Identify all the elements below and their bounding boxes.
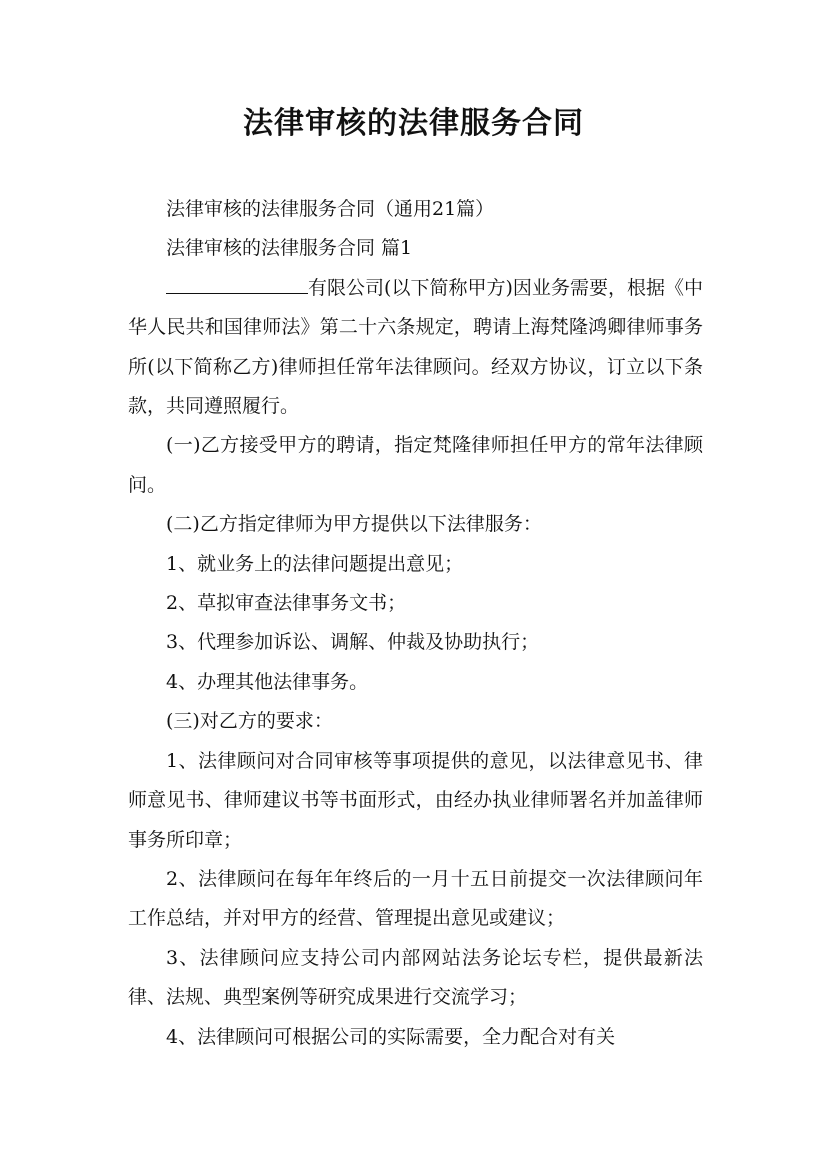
list-item: 1、法律顾问对合同审核等事项提供的意见，以法律意见书、律师意见书、律师建议书等书面形式，由经办执业律师署名并加盖律师事务所印章；	[128, 749, 703, 851]
paragraph-intro-text: 有限公司(以下简称甲方)因业务需要，根据《中华人民共和国律师法》第二十六条规定，聘请上海梵隆鸿卿律师事务所(以下简称乙方)律师担任常年法律顾问。经双方协议，订立以下条款，共同遵照履行。	[128, 276, 703, 418]
list-item: 3、法律顾问应支持公司内部网站法务论坛专栏，提供最新法律、法规、典型案例等研究成果进行交流学习；	[128, 946, 703, 1009]
document-body	[128, 190, 703, 1057]
list-item: 4、法律顾问可根据公司的实际需要，全力配合对有关	[166, 1025, 616, 1048]
list-item: 2、草拟审查法律事务文书；	[166, 592, 407, 615]
list-item: 1、就业务上的法律问题提出意见；	[166, 552, 464, 575]
list-item: 4、办理其他法律事务。	[166, 670, 369, 693]
paragraph-intro	[128, 269, 703, 427]
document-title: 法律审核的法律服务合同	[243, 106, 584, 141]
paragraph-subtitle: 法律审核的法律服务合同（通用21篇）	[166, 198, 495, 220]
list-item: 2、法律顾问在每年年终后的一月十五日前提交一次法律顾问年工作总结，并对甲方的经营、管理提出意见或建议；	[128, 867, 703, 930]
list-item: 3、代理参加诉讼、调解、仲裁及协助执行；	[166, 631, 540, 654]
paragraph-section-heading: 法律审核的法律服务合同 篇1	[166, 237, 413, 260]
paragraph-clause-1: (一)乙方接受甲方的聘请，指定梵隆律师担任甲方的常年法律顾问。	[128, 434, 703, 496]
blank-fill-line	[166, 271, 308, 294]
paragraph-clause-3: (三)对乙方的要求：	[166, 710, 333, 733]
paragraph-clause-2: (二)乙方指定律师为甲方提供以下法律服务：	[166, 513, 542, 536]
